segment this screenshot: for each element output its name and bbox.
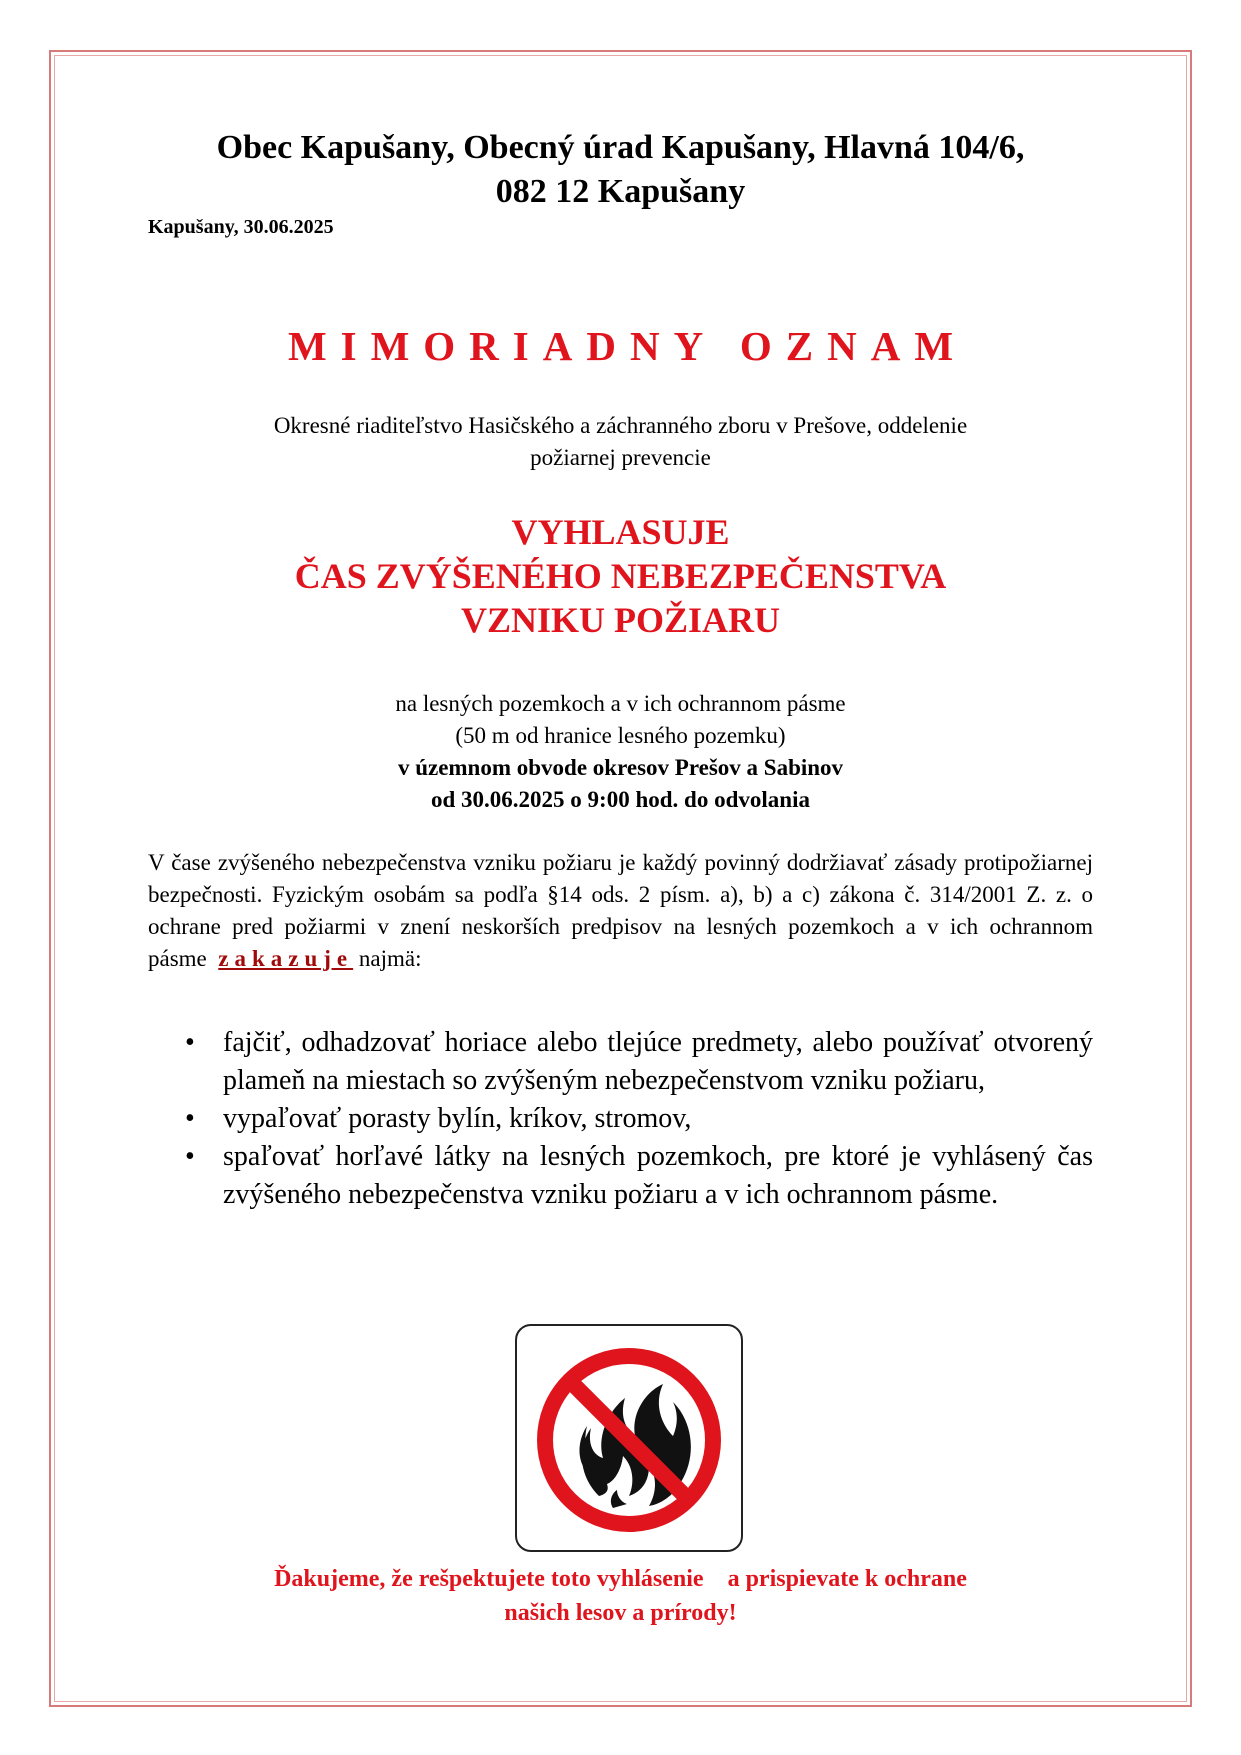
issuer-text bbox=[0, 410, 1241, 474]
thanks-message bbox=[0, 1562, 1241, 1630]
header-line-2: 082 12 Kapušany bbox=[495, 173, 746, 210]
document-date: Kapušany, 30.06.2025 bbox=[148, 216, 334, 238]
no-fire-icon bbox=[515, 1324, 743, 1552]
legal-paragraph-tail: najmä: bbox=[358, 946, 422, 971]
issuer-line-2: požiarnej prevencie bbox=[530, 445, 711, 470]
bullet-icon: • bbox=[185, 1103, 195, 1134]
list-item-text: vypaľovať porasty bylín, kríkov, stromov, bbox=[223, 1103, 692, 1134]
scope-line-4: od 30.06.2025 o 9:00 hod. do odvolania bbox=[431, 787, 810, 812]
scope-line-3: v územnom obvode okresov Prešov a Sabinov bbox=[397, 755, 844, 780]
list-item bbox=[185, 1138, 1093, 1214]
list-item-text: spaľovať horľavé látky na lesných pozemkoch, pre ktoré je vyhlásený čas zvýšeného nebezpečenstva vzniku požiaru a v ich ochrannom pásme. bbox=[223, 1141, 1093, 1210]
no-fire-graphic bbox=[517, 1326, 741, 1550]
thanks-line-1: Ďakujeme, že rešpektujete toto vyhlásenie a prispievate k ochrane bbox=[274, 1566, 967, 1592]
declaration-line-1: VYHLASUJE bbox=[511, 512, 730, 552]
ban-word: zakazuje bbox=[218, 946, 354, 971]
declaration-heading bbox=[0, 510, 1241, 642]
declaration-line-3: VZNIKU POŽIARU bbox=[460, 600, 781, 640]
municipality-header bbox=[0, 126, 1241, 214]
bullet-icon: • bbox=[185, 1141, 195, 1172]
declaration-line-2: ČAS ZVÝŠENÉHO NEBEZPEČENSTVA bbox=[294, 556, 947, 596]
scope-text bbox=[0, 688, 1241, 816]
scope-line-2: (50 m od hranice lesného pozemku) bbox=[455, 723, 786, 748]
issuer-line-1: Okresné riaditeľstvo Hasičského a záchranného zboru v Prešove, oddelenie bbox=[273, 413, 968, 438]
list-item bbox=[185, 1100, 1093, 1138]
header-line-1: Obec Kapušany, Obecný úrad Kapušany, Hlavná 104/6, bbox=[216, 129, 1025, 166]
bullet-icon: • bbox=[185, 1027, 195, 1058]
thanks-line-2: našich lesov a prírody! bbox=[504, 1600, 737, 1626]
prohibition-list bbox=[185, 1024, 1093, 1214]
list-item-text: fajčiť, odhadzovať horiace alebo tlejúce predmety, alebo používať otvorený plameň na miestach so zvýšeným nebezpečenstvom vzniku požiaru, bbox=[223, 1027, 1093, 1096]
scope-line-1: na lesných pozemkoch a v ich ochrannom pásme bbox=[395, 691, 846, 716]
notice-title: MIMORIADNY OZNAM bbox=[287, 323, 968, 369]
legal-paragraph bbox=[148, 847, 1093, 975]
legal-paragraph-text: V čase zvýšeného nebezpečenstva vzniku požiaru je každý povinný dodržiavať zásady protipožiarnej bezpečnosti. Fyzickým osobám sa podľa §14 ods. 2 písm. a), b) a c) zákona č. 314/2001 Z. z. o ochrane pred požiarmi v znení neskorších predpisov na lesných pozemkoch a v ich ochrannom pásme bbox=[148, 850, 1093, 971]
list-item bbox=[185, 1024, 1093, 1100]
